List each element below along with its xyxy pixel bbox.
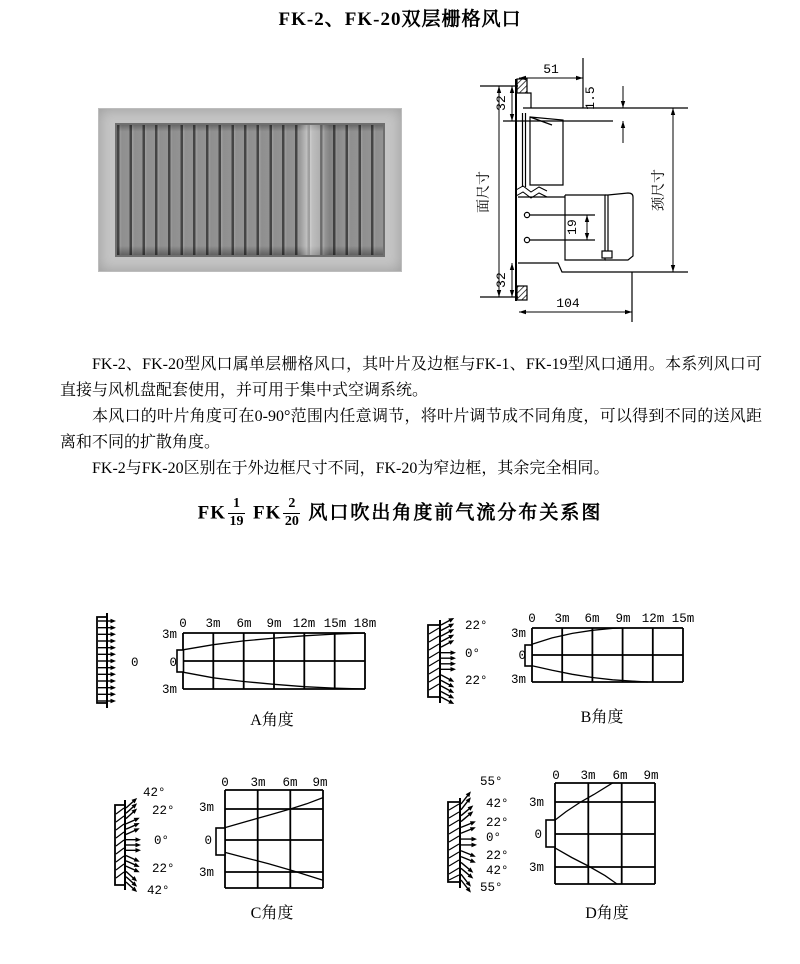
y-tick-label: 3m [510,673,526,687]
flow-chart-a [85,605,395,740]
arrowhead [497,290,501,297]
vane-angle-label: 22° [486,816,509,830]
vent-symbol-d [448,791,477,892]
vane-angle-label: 42° [147,884,170,898]
vane-angle-label: 0° [154,834,170,848]
x-tick-label: 6m [236,617,252,631]
pin-hole [524,237,529,242]
paragraph-1: FK-2、FK-20型风口属单层栅格风口，其叶片及边框与FK-1、FK-19型风口通用。本系列风口可直接与风机盘配套使用，并可用于集中式空调系统。 [60,356,762,399]
x-tick-label: 9m [266,617,282,631]
blade-foot [602,251,612,258]
vane-angle-label: 22° [486,849,509,863]
arrowhead [510,290,514,297]
arrowhead [519,310,526,314]
body-text [60,352,762,482]
y-tick-label: 3m [528,796,544,810]
chart-caption: C角度 [250,905,294,922]
arrowhead [671,108,675,115]
lower-airflow-curve [555,848,617,884]
grid [555,783,655,884]
y-tick-label: 3m [161,683,177,697]
x-tick-label: 6m [282,776,298,790]
dim-104-label: 104 [556,296,580,311]
vane-angle-label: 42° [143,786,166,800]
break-zigzag [516,186,547,198]
chart-caption: A角度 [250,712,294,729]
arrowhead [585,215,589,222]
vane-angle-label: 22° [152,862,175,876]
upper-blade [530,117,563,185]
x-tick-label: 0 [179,617,187,631]
y-tick-label: 0 [204,834,212,848]
upper-blade-stems [523,113,526,187]
flow-chart-c [85,760,395,930]
x-tick-label: 3m [580,769,596,783]
dim-32-bottom-label: 32 [494,272,509,288]
arrowhead [510,114,514,121]
flow-chart-d [420,760,720,930]
vane-angle-label: 55° [480,775,503,789]
vane-angle-label: 0° [465,647,481,661]
x-tick-label: 0 [221,776,229,790]
lower-airflow-curve [532,666,648,682]
vane-angle-label: 55° [480,881,503,895]
x-tick-label: 3m [250,776,266,790]
y-tick-label: 3m [198,866,214,880]
upper-airflow-curve [225,798,323,828]
frame-section-hatch-top [517,79,527,93]
arrowhead [621,121,625,128]
x-tick-label: 12m [641,612,665,626]
lower-airflow-curve [225,852,323,880]
paragraph-2: 本风口的叶片角度可在0-90°范围内任意调节，将叶片调节成不同角度，可以得到不同的送风距离和不同的扩散角度。 [60,408,762,451]
x-tick-label: 9m [615,612,631,626]
lower-blade-right [605,193,633,260]
outlet-rect [525,645,532,666]
vent-symbol-b [428,618,456,704]
arrowhead [497,86,501,93]
outlet-rect [546,820,555,847]
outlet-rect [216,828,225,855]
x-tick-label: 6m [612,769,628,783]
vent-symbol-a [97,613,116,708]
y-tick-label: 3m [198,801,214,815]
vane-angle-label: 0° [486,831,502,845]
dim-1-5-label: 1.5 [583,86,598,110]
vane-angle-label: 0 [131,656,139,670]
arrowhead [671,265,675,272]
y-tick-label: 3m [161,628,177,642]
page-title: FK-2、FK-20双层栅格风口 [278,9,522,30]
vane-angle-label: 42° [486,864,509,878]
x-tick-label: 15m [671,612,695,626]
x-tick-label: 15m [323,617,347,631]
vane-angle-label: 42° [486,797,509,811]
x-tick-label: 12m [292,617,316,631]
x-tick-label: 0 [552,769,560,783]
upper-airflow-curve [532,628,623,644]
x-tick-label: 6m [584,612,600,626]
grid [183,633,365,689]
y-tick-label: 0 [534,828,542,842]
y-tick-label: 3m [528,861,544,875]
model-prefix-2: FK [252,502,282,524]
x-tick-label: 0 [528,612,536,626]
neck-dim-label: 颈尺寸 [652,169,667,211]
arrowhead [510,263,514,270]
grid [532,628,683,682]
arrowhead [625,310,632,314]
chart-caption: D角度 [585,905,629,922]
arrowhead [585,233,589,240]
flow-chart-b [420,605,720,740]
dim-19-label: 19 [565,219,580,235]
dim-32-top-label: 32 [494,95,509,111]
x-tick-label: 18m [353,617,377,631]
dim-51-label: 51 [543,62,559,77]
model-fraction-1: $\frac{1}{19}$ [229,496,244,529]
product-photo [98,108,402,272]
arrowhead [576,76,583,80]
grid [225,790,323,888]
x-tick-label: 3m [205,617,221,631]
grille-slats-image [115,123,385,257]
frame-section-hatch-bottom [517,286,527,300]
section-title-text: 风口吹出角度前气流分布关系图 [308,502,603,524]
vane-angle-label: 22° [465,619,488,633]
flange-step [527,93,531,108]
arrowhead [621,101,625,108]
y-tick-label: 0 [169,656,177,670]
paragraph-3: FK-2与FK-20区别在于外边框尺寸不同，FK-20为窄边框，其余完全相同。 [92,460,610,477]
x-tick-label: 9m [312,776,328,790]
dimension-drawing [460,50,800,335]
chart-caption: B角度 [580,709,624,726]
x-tick-label: 3m [554,612,570,626]
outlet-rect [177,650,184,672]
y-tick-label: 0 [518,649,526,663]
diagram-section-title [0,497,800,529]
lower-blade-box [518,195,605,260]
vane-angle-label: 22° [465,674,488,688]
pin-lines [530,215,595,240]
pin-hole [524,212,529,217]
model-prefix-1: FK [197,502,226,524]
face-dim-label: 面尺寸 [477,171,492,213]
x-tick-label: 9m [643,769,659,783]
neck-bottom-line [518,263,688,272]
vent-symbol-c [115,798,141,892]
y-tick-label: 3m [510,627,526,641]
arrowhead [510,86,514,93]
vane-angle-label: 22° [152,804,175,818]
model-fraction-2: $\frac{2}{20}$ [284,496,299,529]
